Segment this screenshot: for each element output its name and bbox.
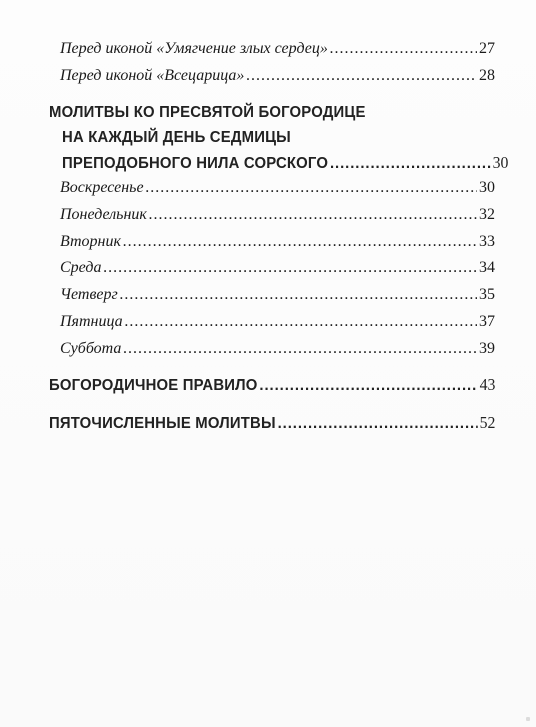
toc-entry-page: 35 [479, 286, 495, 304]
toc-entry-day-thursday[interactable] [49, 282, 495, 309]
toc-entry-page: 43 [479, 375, 496, 395]
toc-entry-bogorodichnoe-pravilo[interactable] [49, 372, 495, 397]
toc-entry-day-sunday[interactable] [49, 175, 495, 202]
toc-entry-day-saturday[interactable] [49, 336, 495, 363]
dot-leader [330, 36, 477, 63]
dot-leader [278, 411, 478, 436]
toc-entry-title: ПРЕПОДОБНОГО НИЛА СОРСКОГО [62, 155, 329, 173]
dot-leader [330, 151, 491, 176]
dot-leader [149, 202, 477, 229]
section-heading-line-3 [49, 150, 508, 175]
dot-leader [120, 282, 477, 309]
toc-entry-page: 28 [479, 66, 495, 84]
toc-entry-page: 34 [479, 259, 495, 277]
toc-entry-title: Четверг [60, 286, 118, 304]
toc-entry-title: ПЯТОЧИСЛЕННЫЕ МОЛИТВЫ [49, 415, 276, 433]
toc-entry-page: 52 [479, 413, 496, 433]
toc-entry-day-monday[interactable] [49, 202, 495, 229]
toc-entry-page: 30 [492, 153, 509, 173]
dot-leader [125, 309, 477, 336]
dot-leader [259, 373, 477, 398]
toc-entry-page: 37 [479, 312, 495, 330]
toc-entry-page: 30 [479, 179, 495, 197]
toc-entry-page: 33 [479, 232, 495, 250]
dot-leader [123, 336, 477, 363]
toc-entry-day-friday[interactable] [49, 309, 495, 336]
toc-entry-day-wednesday[interactable] [49, 255, 495, 282]
toc-entry-vsecarica[interactable] [49, 63, 495, 90]
dot-leader [246, 63, 477, 90]
scan-artifact [526, 717, 530, 721]
dot-leader [146, 175, 477, 202]
toc-entry-title: Вторник [60, 232, 121, 250]
toc-entry-page: 32 [479, 206, 495, 224]
dot-leader [123, 229, 477, 256]
dot-leader [103, 255, 477, 282]
section-heading-line-1: МОЛИТВЫ КО ПРЕСВЯТОЙ БОГОРОДИЦЕ [49, 104, 366, 122]
toc-entry-day-tuesday[interactable] [49, 229, 495, 256]
toc-entry-title: Суббота [60, 339, 122, 357]
toc-entry-page: 39 [479, 339, 495, 357]
toc-entry-title: Среда [60, 259, 102, 277]
section-heading-nil-sorsky[interactable] [49, 100, 509, 175]
toc-entry-title: Воскресенье [60, 179, 144, 197]
toc-entry-title: Перед иконой «Всецарица» [60, 66, 245, 84]
toc-entry-title: Пятница [60, 312, 123, 330]
toc-entry-page: 27 [479, 40, 495, 57]
section-heading-line-2: НА КАЖДЫЙ ДЕНЬ СЕДМИЦЫ [62, 129, 291, 147]
toc-entry-title: Перед иконой «Умягчение злых сердец» [60, 40, 328, 57]
toc-entry-pyatochislennye-molitvy[interactable] [49, 410, 495, 435]
toc-entry-title: Понедельник [60, 206, 147, 224]
toc-entry-umyagchenie[interactable] [49, 36, 495, 63]
table-of-contents [49, 36, 509, 435]
toc-entry-title: БОГОРОДИЧНОЕ ПРАВИЛО [49, 377, 258, 395]
